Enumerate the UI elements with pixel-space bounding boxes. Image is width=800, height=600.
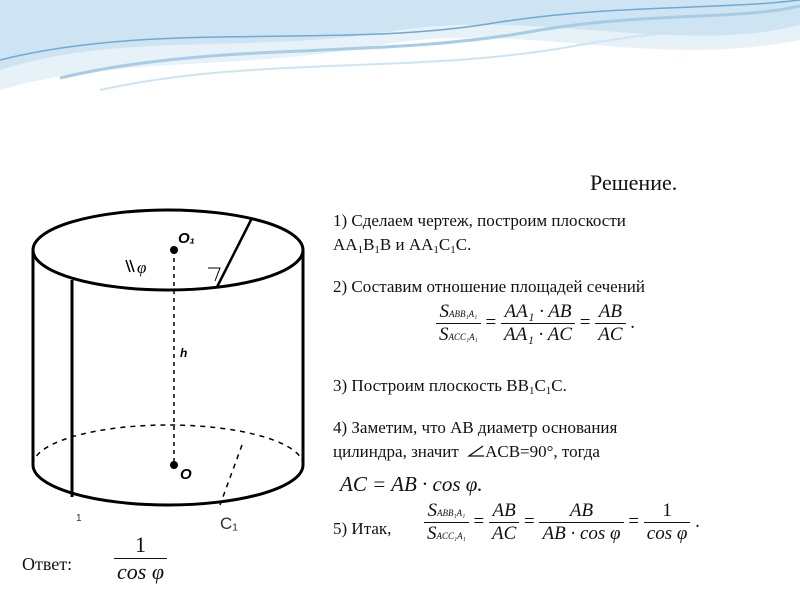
final-fraction-areas	[424, 500, 469, 545]
step-3-sub: 1	[528, 385, 535, 397]
final-fraction-inverse	[644, 500, 691, 545]
fraction-numerator: 1	[644, 500, 691, 523]
fraction-denominator: cos φ	[646, 523, 688, 544]
equals-sign: =	[628, 510, 640, 532]
step-1-sub: 1	[433, 244, 439, 256]
fraction-denominator: AB · cos φ	[542, 523, 621, 544]
step-1-sub: 1	[450, 244, 456, 256]
label-C1: C₁	[220, 514, 239, 533]
final-fraction-ab-ac	[489, 500, 519, 545]
step-1-text: B	[363, 235, 375, 254]
period: .	[630, 311, 635, 333]
step-3	[333, 374, 567, 403]
step-4-line-1: 4) Заметим, что AB диаметр основания	[333, 418, 618, 437]
step-4-text: цилиндра, значит	[333, 442, 459, 461]
fraction-denominator: AC	[598, 324, 623, 345]
answer-label: Ответ:	[22, 554, 73, 574]
fraction-numerator: AB	[595, 301, 625, 324]
ratio-formula	[436, 301, 635, 346]
fraction-denominator: AA₁ · AC	[503, 324, 572, 345]
area-symbol: S	[439, 301, 449, 322]
fraction-numerator: AB	[489, 500, 519, 523]
step-5-label: 5) Итак,	[333, 519, 392, 538]
answer-formula	[114, 532, 167, 585]
fraction-numerator: AB	[539, 500, 623, 523]
area-subscript: ACC₁A₁	[436, 531, 466, 541]
fraction-denominator: AC	[491, 523, 517, 544]
answer-numerator: 1	[114, 532, 167, 559]
step-3-sub: 1	[545, 385, 552, 397]
step-1-text: C	[438, 235, 451, 254]
ratio-fraction-right	[595, 301, 625, 346]
step-2: 2) Составим отношение площадей сечений	[333, 277, 645, 296]
cylinder-figure	[20, 195, 320, 535]
area-symbol: S	[427, 523, 437, 544]
header-wave-decoration	[0, 0, 800, 110]
step-1-line-1: 1) Сделаем чертеж, построим плоскости	[333, 211, 626, 230]
equals-sign: =	[579, 311, 591, 333]
step-3-text: C.	[551, 376, 567, 395]
label-O1: O₁	[178, 230, 195, 247]
step-1-sub: 1	[357, 244, 364, 256]
step-4	[333, 416, 617, 464]
label-phi: φ	[137, 258, 147, 277]
final-formula	[424, 500, 700, 545]
area-subscript: ABB₁A₁	[449, 309, 478, 319]
step-3-text: 3) Построим плоскость BB	[333, 376, 529, 395]
label-tick: 1	[76, 513, 82, 524]
step-4-text: ACB=90°, тогда	[485, 442, 600, 461]
ratio-fraction-left	[436, 301, 481, 346]
equals-sign: =	[524, 510, 535, 532]
period: .	[695, 510, 700, 532]
equals-sign: =	[485, 311, 497, 333]
step-1-text: AA	[333, 235, 358, 254]
solution-heading: Решение.	[590, 170, 678, 195]
area-subscript: ACC₁A₁	[448, 332, 478, 342]
ac-formula: AC = AB · cos φ.	[340, 472, 483, 496]
angle-icon	[467, 444, 485, 458]
step-1	[333, 209, 626, 262]
answer-fraction	[114, 532, 167, 585]
ratio-fraction-middle	[501, 301, 575, 346]
area-subscript: ABB₁A₁	[437, 508, 466, 518]
answer-denominator: cos φ	[117, 559, 164, 584]
final-fraction-cos	[539, 500, 623, 545]
step-1-text: B и AA	[379, 235, 434, 254]
step-1-sub: 1	[374, 244, 380, 256]
label-O: O	[180, 466, 192, 483]
equals-sign: =	[473, 510, 485, 532]
label-h: h	[180, 346, 188, 360]
fraction-numerator: AA₁ · AB	[501, 301, 575, 324]
area-symbol: S	[439, 324, 449, 345]
area-symbol: S	[427, 500, 437, 521]
step-3-text: C	[534, 376, 546, 395]
step-1-text: C.	[455, 235, 472, 254]
